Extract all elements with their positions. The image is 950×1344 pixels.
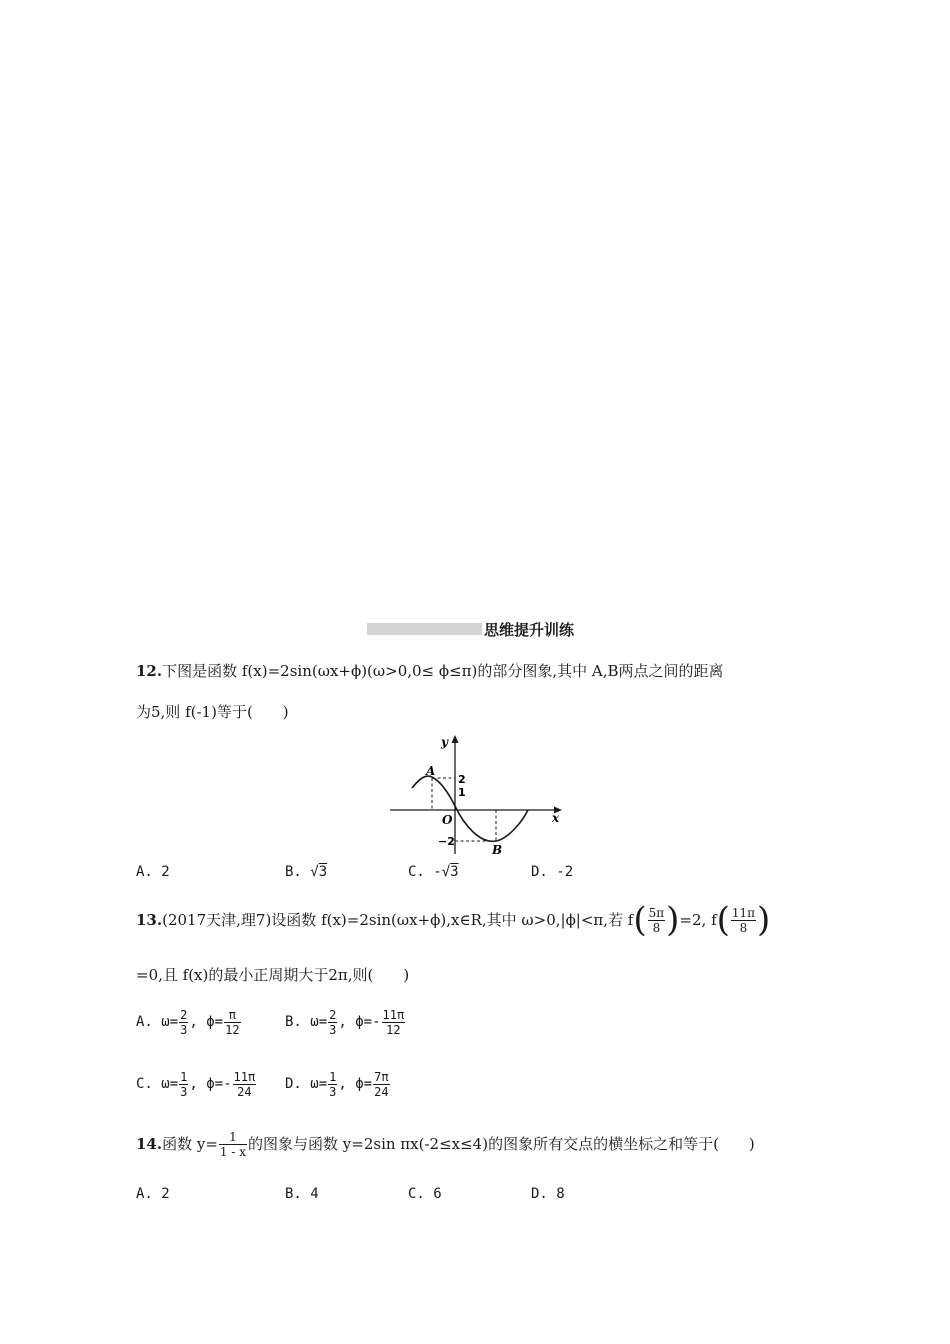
q14-option-a[interactable]: A. 2 bbox=[136, 1186, 170, 1202]
q12-option-b-prefix: B. bbox=[285, 864, 311, 880]
frac-num: 5π bbox=[648, 905, 665, 920]
omega-frac bbox=[179, 1070, 188, 1099]
tick-neg2-label: −2 bbox=[438, 835, 455, 848]
q13-text1: (2017天津,理7)设函数 f(x)=2sin(ωx+ϕ),x∈R,其中 ω>0,|ϕ|<π,若 f bbox=[162, 911, 634, 929]
frac-num: 11π bbox=[382, 1007, 405, 1022]
point-b-label: B bbox=[492, 843, 503, 857]
frac-den: 3 bbox=[180, 1084, 188, 1099]
q13-frac-11pi-8 bbox=[731, 906, 756, 935]
frac-num: π bbox=[224, 1008, 240, 1023]
frac-den: 3 bbox=[180, 1022, 188, 1037]
frac-num: 1 bbox=[219, 1130, 247, 1145]
opt-mid: , ϕ= bbox=[189, 1014, 224, 1030]
q13-paren-open-1: ( bbox=[633, 900, 647, 940]
frac-num: 11π bbox=[233, 1069, 256, 1084]
frac-den: 1 - x bbox=[219, 1144, 247, 1159]
frac-num: 11π bbox=[731, 905, 756, 920]
phi-frac bbox=[382, 1008, 406, 1037]
q14-option-b[interactable]: B. 4 bbox=[285, 1186, 319, 1202]
q13-paren-open-2: ( bbox=[716, 900, 730, 940]
q14-option-d[interactable]: D. 8 bbox=[531, 1186, 565, 1202]
q13-option-d[interactable] bbox=[285, 1066, 391, 1102]
opt-prefix: A. ω= bbox=[136, 1014, 179, 1030]
phi-frac bbox=[373, 1070, 389, 1099]
frac-num: 1 bbox=[329, 1069, 337, 1084]
q13-mid: =2, f bbox=[679, 911, 717, 929]
q14-option-c[interactable]: C. 6 bbox=[408, 1186, 442, 1202]
frac-den: 8 bbox=[652, 920, 661, 935]
q14-frac bbox=[219, 1130, 247, 1159]
q12-option-b[interactable]: B. √3 bbox=[285, 864, 328, 880]
y-label: y bbox=[441, 735, 448, 749]
opt-prefix: D. ω= bbox=[285, 1076, 328, 1092]
q13-line2: =0,且 f(x)的最小正周期大于2π,则( ) bbox=[136, 966, 410, 984]
phi-frac bbox=[224, 1008, 240, 1037]
point-a-label: A bbox=[426, 764, 436, 778]
frac-den: 24 bbox=[237, 1084, 252, 1099]
q12-number: 12. bbox=[136, 662, 163, 680]
frac-num: 7π bbox=[374, 1069, 389, 1084]
frac-den: 3 bbox=[329, 1022, 337, 1037]
opt-prefix: C. ω= bbox=[136, 1076, 179, 1092]
section-title: 思维提升训练 bbox=[484, 621, 575, 639]
q12-option-c-prefix: C. - bbox=[408, 864, 442, 880]
opt-mid: , ϕ=- bbox=[189, 1076, 232, 1092]
frac-num: 1 bbox=[180, 1069, 188, 1084]
q14-number: 14. bbox=[136, 1135, 163, 1153]
q12-option-c[interactable]: C. -√3 bbox=[408, 864, 459, 880]
q12-option-c-radicand: 3 bbox=[450, 864, 459, 880]
q13-frac-5pi-8 bbox=[648, 906, 666, 935]
q12-text1: 下图是函数 f(x)=2sin(ωx+ϕ)(ω>0,0≤ ϕ≤π)的部分图象,其中 A,B两点之间的距离 bbox=[162, 662, 724, 680]
q14-line1 bbox=[136, 1124, 755, 1164]
q12-option-a[interactable]: A. 2 bbox=[136, 864, 170, 880]
sine-curve bbox=[412, 776, 528, 841]
q13-number: 13. bbox=[136, 911, 163, 929]
frac-den: 12 bbox=[225, 1022, 240, 1037]
frac-den: 8 bbox=[739, 920, 748, 935]
frac-num: 2 bbox=[329, 1007, 337, 1022]
section-bar bbox=[367, 623, 482, 635]
opt-mid: , ϕ= bbox=[338, 1076, 373, 1092]
frac-den: 12 bbox=[386, 1022, 401, 1037]
y-axis-arrow bbox=[452, 735, 459, 743]
phi-frac bbox=[233, 1070, 257, 1099]
tick-2-label: 2 bbox=[458, 773, 466, 786]
q12-line1 bbox=[136, 661, 724, 681]
tick-1-label: 1 bbox=[458, 786, 466, 799]
omega-frac bbox=[328, 1070, 337, 1099]
opt-prefix: B. ω= bbox=[285, 1014, 328, 1030]
q13-option-a[interactable] bbox=[136, 1004, 242, 1040]
q12-line2: 为5,则 f(-1)等于( ) bbox=[136, 703, 289, 721]
omega-frac bbox=[328, 1008, 337, 1037]
q12-graph bbox=[384, 730, 568, 858]
omega-frac bbox=[179, 1008, 188, 1037]
q13-paren-close-1: ) bbox=[666, 900, 680, 940]
q14-post: 的图象与函数 y=2sin πx(-2≤x≤4)的图象所有交点的横坐标之和等于( ) bbox=[248, 1135, 755, 1153]
q14-pre: 函数 y= bbox=[162, 1135, 218, 1153]
x-label: x bbox=[552, 811, 560, 825]
q12-option-d[interactable]: D. -2 bbox=[531, 864, 574, 880]
q13-paren-close-2: ) bbox=[757, 900, 771, 940]
q12-option-b-radicand: 3 bbox=[318, 864, 328, 880]
frac-den: 24 bbox=[374, 1084, 389, 1099]
q13-option-b[interactable] bbox=[285, 1004, 406, 1040]
frac-num: 2 bbox=[180, 1007, 188, 1022]
opt-mid: , ϕ=- bbox=[338, 1014, 381, 1030]
frac-den: 3 bbox=[329, 1084, 337, 1099]
origin-label: O bbox=[442, 813, 453, 827]
q13-line1 bbox=[136, 900, 770, 940]
q13-option-c[interactable] bbox=[136, 1066, 257, 1102]
